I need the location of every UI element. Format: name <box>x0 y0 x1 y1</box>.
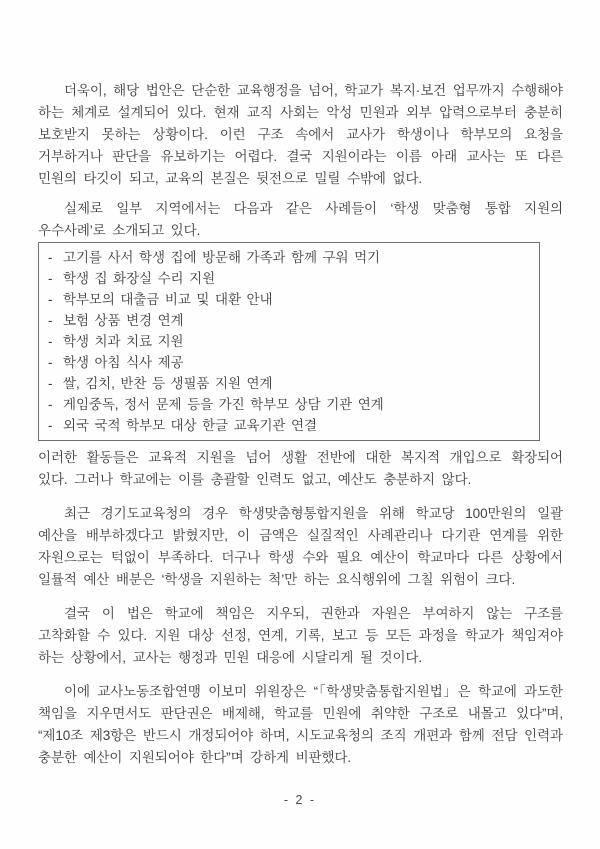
dash-bullet: - <box>48 313 53 328</box>
paragraph-3: 이러한 활동들은 교육적 지원을 넘어 생활 전반에 대한 복지적 개입으로 확장되어 있다. 그러나 학교에는 이를 총괄할 인력도 없고, 예산도 충분하지 않다. <box>38 450 563 487</box>
paragraph-2: 실제로 일부 지역에서는 다음과 같은 사례들이 ‘학생 맞춤형 통합 지원의 우수사례’로 소개되고 있다. <box>38 201 563 238</box>
dash-bullet: - <box>48 376 53 391</box>
case-item-text: 학부모의 대출금 비교 및 대환 안내 <box>63 292 273 307</box>
paragraph-6: 이에 교사노동조합연맹 이보미 위원장은 “「학생맞춤통합지원법」은 학교에 과도한 책임을 지우면서도 판단권은 배제해, 학교를 민원에 취약한 구조로 내몰고 있다”며, “제10조 제3항은 반드시 개정되어야 하며, 시도교육청의 조직 개편과 함께 전담 인력과 충분한 예산이 지원되어야 한다”며 강하게 비판했다. <box>38 684 563 765</box>
dash-bullet: - <box>48 355 53 370</box>
case-item-text: 외국 국적 학부모 대상 한글 교육기관 연결 <box>63 418 317 433</box>
dash-bullet: - <box>48 334 53 349</box>
dash-bullet: - <box>48 250 53 265</box>
paragraph-1: 더욱이, 해당 법안은 단순한 교육행정을 넘어, 학교가 복지·보건 업무까지 수행해야 하는 체계로 설계되어 있다. 현재 교직 사회는 악성 민원과 외부 압력으로부터 충분히 보호받지 못하는 상황이다. 이런 구조 속에서 교사가 학생이나 학부모의 요청을 거부하거나 판단을 유보하기는 어렵다. 결국 지원이라는 이름 아래 교사는 또 다른 민원의 타깃이 되고, 교육의 본질은 뒷전으로 밀릴 수밖에 없다. <box>38 83 563 186</box>
case-item <box>48 352 529 373</box>
dash-bullet: - <box>48 418 53 433</box>
paragraph-5: 결국 이 법은 학교에 책임은 지우되, 권한과 자원은 부여하지 않는 구조를 고착화할 수 있다. 지원 대상 선정, 연계, 기록, 보고 등 모든 과정을 학교가 책임져야 하는 상황에서, 교사는 행정과 민원 대응에 시달리게 될 것이다. <box>38 606 563 665</box>
case-item <box>48 415 529 436</box>
case-item-text: 쌀, 김치, 반찬 등 생필품 지원 연계 <box>63 376 273 391</box>
dash-bullet: - <box>48 397 53 412</box>
case-item <box>48 289 529 310</box>
case-item <box>48 268 529 289</box>
case-item <box>48 331 529 352</box>
case-item <box>48 310 529 331</box>
case-item <box>48 394 529 415</box>
paragraph-4: 최근 경기도교육청의 경우 학생맞춤형통합지원을 위해 학교당 100만원의 일괄 예산을 배부하겠다고 밝혔지만, 이 금액은 실질적인 사례관리나 다기관 연계를 위한 자원으로는 턱없이 부족하다. 더구나 학생 수와 필요 예산이 학교마다 다른 상황에서 일률적 예산 배분은 ‘학생을 지원하는 척’만 하는 요식행위에 그칠 위험이 크다. <box>38 506 563 587</box>
case-item-text: 학생 치과 치료 지원 <box>63 334 184 349</box>
case-item-text: 학생 집 화장실 수리 지원 <box>63 271 216 286</box>
page-number: - 2 - <box>283 793 317 807</box>
case-item <box>48 247 529 268</box>
case-item-text: 학생 아침 식사 제공 <box>63 355 184 370</box>
dash-bullet: - <box>48 271 53 286</box>
case-item <box>48 373 529 394</box>
case-item-text: 게임중독, 정서 문제 등을 가진 학부모 상담 기관 연계 <box>63 397 384 412</box>
dash-bullet: - <box>48 292 53 307</box>
case-box <box>38 242 540 441</box>
case-item-text: 보험 상품 변경 연계 <box>63 313 184 328</box>
case-item-text: 고기를 사서 학생 집에 방문해 가족과 함께 구워 먹기 <box>63 250 380 265</box>
